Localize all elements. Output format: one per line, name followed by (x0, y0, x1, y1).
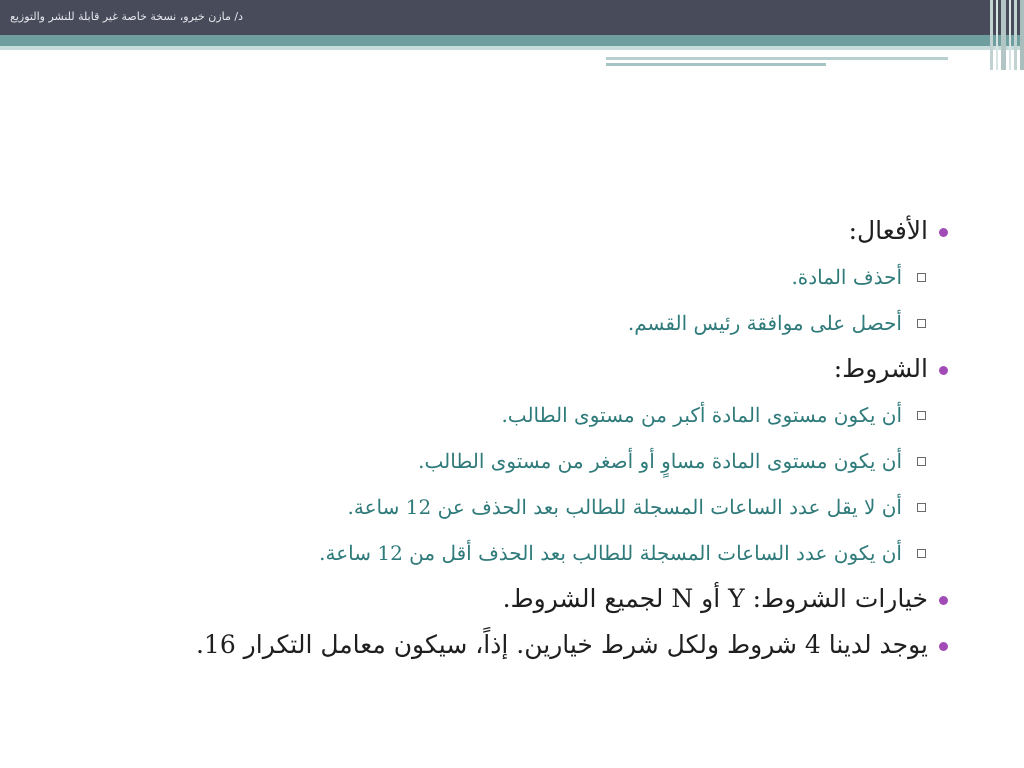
sub-bullet-item (78, 300, 948, 346)
sub-bullet-text: أن يكون عدد الساعات المسجلة للطالب بعد الحذف أقل من 12 ساعة. (319, 541, 902, 565)
sub-bullet-item (78, 254, 948, 300)
sub-bullet-text: أن يكون مستوى المادة مساوٍ أو أصغر من مستوى الطالب. (418, 449, 902, 473)
sub-bullet-text: أن يكون مستوى المادة أكبر من مستوى الطالب. (501, 403, 902, 427)
decorative-accent-line (606, 57, 948, 60)
bullet-item (78, 576, 948, 622)
bullet-item (78, 622, 948, 668)
top-bar (0, 0, 1024, 35)
slide-bullet-list (78, 208, 948, 668)
sub-bullet-text: أحذف المادة. (791, 265, 902, 289)
bullet-text: الأفعال: (848, 216, 928, 245)
decorative-light-band (0, 46, 1024, 50)
sub-bullet-item (78, 438, 948, 484)
decorative-vertical-stripes (990, 0, 1024, 70)
sub-bullet-text: أن لا يقل عدد الساعات المسجلة للطالب بعد الحذف عن 12 ساعة. (347, 495, 902, 519)
bullet-text: يوجد لدينا 4 شروط ولكل شرط خيارين. إذاً، سيكون معامل التكرار 16. (195, 630, 928, 659)
bullet-item (78, 208, 948, 254)
decorative-accent-line (606, 63, 826, 66)
footer-copyright-text: د/ مازن خيرو، نسخة خاصة غير قابلة للنشر والتوزيع (10, 10, 244, 23)
bullet-text: الشروط: (833, 354, 928, 383)
decorative-teal-band (0, 35, 1024, 46)
sub-bullet-text: أحصل على موافقة رئيس القسم. (627, 311, 902, 335)
sub-bullet-item (78, 484, 948, 530)
sub-bullet-item (78, 392, 948, 438)
sub-bullet-item (78, 530, 948, 576)
bullet-text: خيارات الشروط: Y أو N لجميع الشروط. (502, 584, 928, 613)
bullet-item (78, 346, 948, 392)
